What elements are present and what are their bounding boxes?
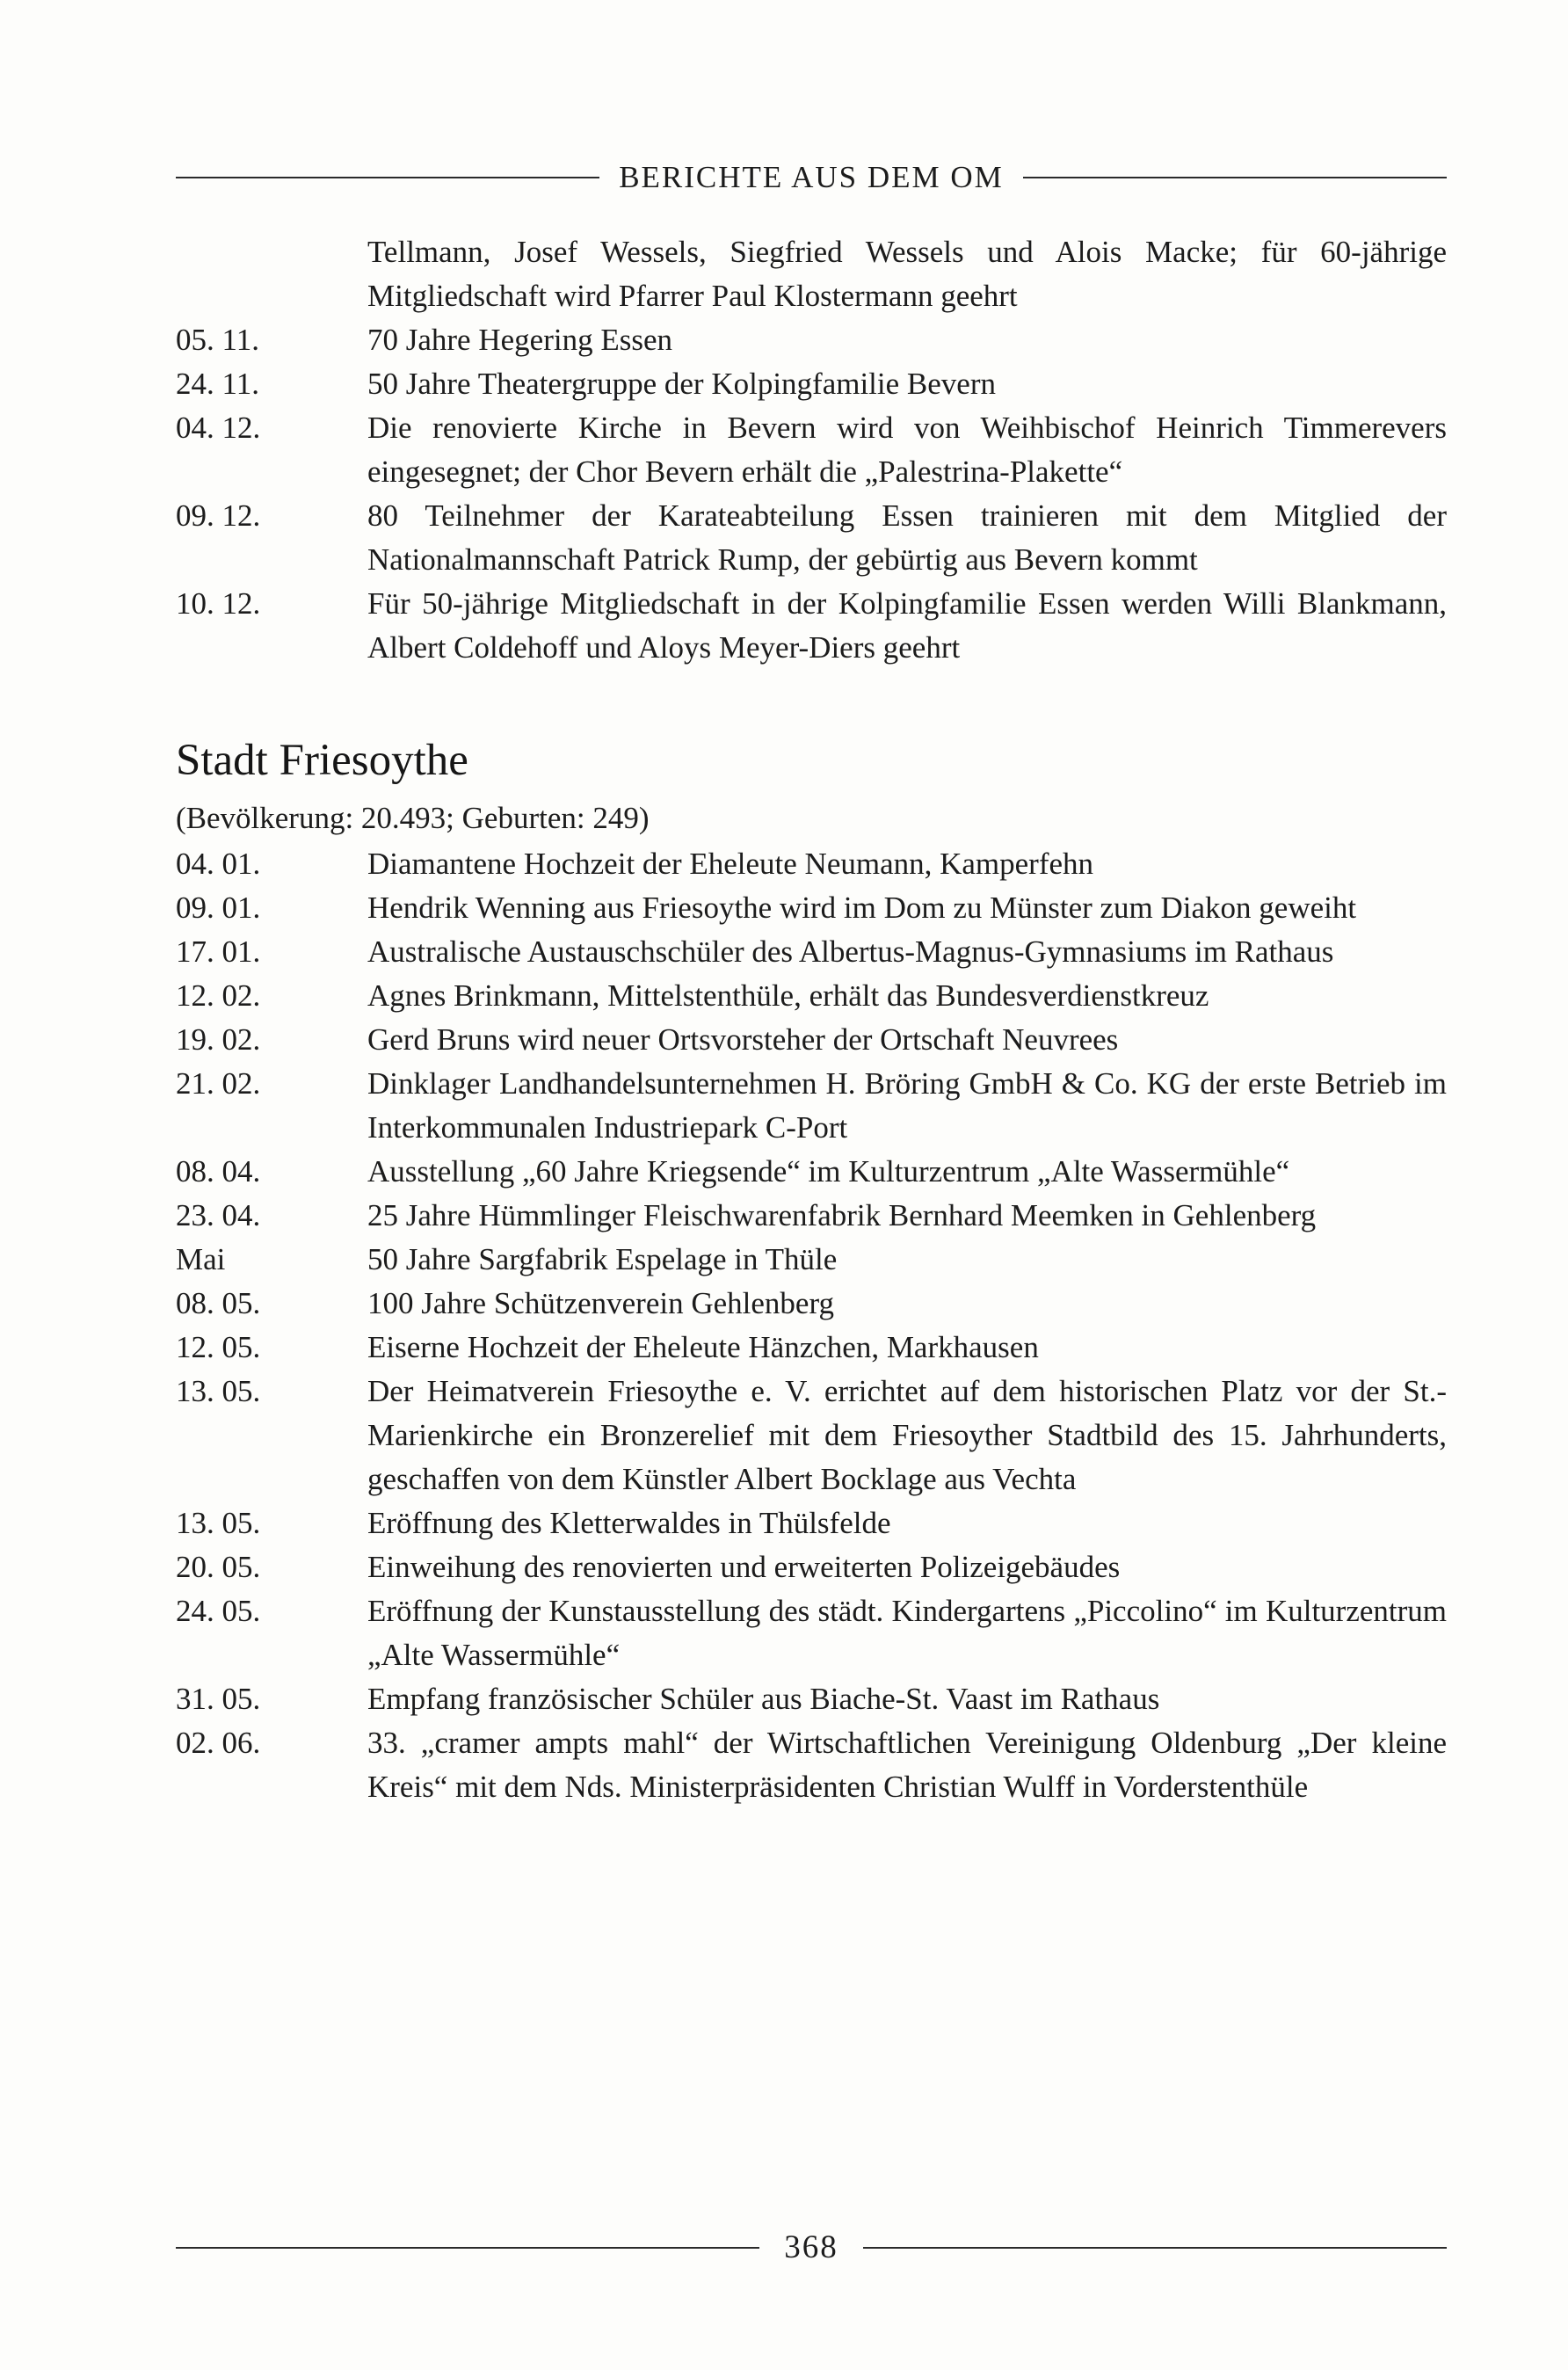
entry-text: 50 Jahre Theatergruppe der Kolpingfamilie Bevern: [367, 367, 996, 401]
footer-rule-left: [176, 2247, 759, 2249]
chronicle-entry: [176, 1282, 1447, 1326]
entry-date: 10. 12.: [176, 586, 261, 621]
entry-text: 33. „cramer ampts mahl“ der Wirtschaftlichen Vereinigung Oldenburg „Der kleine Kreis“ mit dem Nds. Ministerpräsidenten Christian Wulff in Vorderstenthüle: [367, 1726, 1447, 1804]
entry-text: Ausstellung „60 Jahre Kriegsende“ im Kulturzentrum „Alte Wassermühle“: [367, 1154, 1290, 1189]
entry-text: 50 Jahre Sargfabrik Espelage in Thüle: [367, 1242, 838, 1276]
entry-text: Australische Austauschschüler des Albertus-Magnus-Gymnasiums im Rathaus: [367, 934, 1334, 969]
header-rule-right: [1023, 177, 1447, 178]
entry-date: 19. 02.: [176, 1022, 261, 1057]
entry-text: Eiserne Hochzeit der Eheleute Hänzchen, Markhausen: [367, 1330, 1039, 1364]
chronicle-entry: [176, 886, 1447, 930]
chronicle-entry: [176, 582, 1447, 670]
header-title: BERICHTE AUS DEM OM: [619, 160, 1004, 194]
chronicle-entry: [176, 1501, 1447, 1545]
entry-text: Gerd Bruns wird neuer Ortsvorsteher der Ortschaft Neuvrees: [367, 1022, 1119, 1057]
header-rule-left: [176, 177, 599, 178]
entry-text: Empfang französischer Schüler aus Biache-St. Vaast im Rathaus: [367, 1682, 1160, 1716]
entry-text: Eröffnung des Kletterwaldes in Thülsfelde: [367, 1506, 891, 1540]
chronicle-entry: [176, 1018, 1447, 1062]
entry-date: 17. 01.: [176, 934, 261, 969]
entry-text: 25 Jahre Hümmlinger Fleischwarenfabrik Bernhard Meemken in Gehlenberg: [367, 1198, 1317, 1232]
entry-text: Diamantene Hochzeit der Eheleute Neumann, Kamperfehn: [367, 847, 1094, 881]
entry-date: 13. 05.: [176, 1374, 261, 1408]
entry-text: Einweihung des renovierten und erweiterten Polizeigebäudes: [367, 1550, 1121, 1584]
section-entries: [176, 842, 1447, 1809]
entry-text: 80 Teilnehmer der Karateabteilung Essen trainieren mit dem Mitglied der Nationalmannschaft Patrick Rump, der gebürtig aus Bevern kommt: [367, 498, 1447, 577]
entry-date: 12. 02.: [176, 978, 261, 1013]
entry-text: Die renovierte Kirche in Bevern wird von Weihbischof Heinrich Timmerevers eingesegnet; der Chor Bevern erhält die „Palestrina-Plakette“: [367, 411, 1447, 489]
chronicle-entry: [176, 1238, 1447, 1282]
entry-text: 100 Jahre Schützenverein Gehlenberg: [367, 1286, 834, 1320]
entry-date: 31. 05.: [176, 1682, 261, 1716]
entry-text: 70 Jahre Hegering Essen: [367, 323, 672, 357]
entry-date: 12. 05.: [176, 1330, 261, 1364]
entry-date: 21. 02.: [176, 1066, 261, 1101]
chronicle-entry: [176, 230, 1447, 318]
entry-date: 09. 12.: [176, 498, 261, 533]
entry-date: 08. 05.: [176, 1286, 261, 1320]
chronicle-section: [176, 230, 1447, 670]
footer-rule-right: [863, 2247, 1447, 2249]
entry-date: 04. 12.: [176, 411, 261, 445]
chronicle-entry: [176, 1721, 1447, 1809]
section-entries: [176, 230, 1447, 670]
entry-date: 08. 04.: [176, 1154, 261, 1189]
chronicle-entry: [176, 1150, 1447, 1194]
section-title: Stadt Friesoythe: [176, 736, 468, 785]
entry-date: 13. 05.: [176, 1506, 261, 1540]
section-subtitle: (Bevölkerung: 20.493; Geburten: 249): [176, 801, 650, 835]
entry-date: 04. 01.: [176, 847, 261, 881]
chronicle-entry: [176, 494, 1447, 582]
chronicle-entry: [176, 974, 1447, 1018]
entry-text: Der Heimatverein Friesoythe e. V. errichtet auf dem historischen Platz vor der St.-Marienkirche ein Bronzerelief mit dem Friesoyther Stadtbild des 15. Jahrhunderts, geschaffen von dem Künstler Albert Bocklage aus Vechta: [367, 1374, 1447, 1496]
chronicle-entry: [176, 1545, 1447, 1589]
chronicle-entry: [176, 1062, 1447, 1150]
chronicle-entry: [176, 362, 1447, 406]
chronicle-entry: [176, 1326, 1447, 1370]
page-header: [176, 160, 1447, 195]
entry-date: 05. 11.: [176, 323, 259, 357]
entry-text: Eröffnung der Kunstausstellung des städt. Kindergartens „Piccolino“ im Kulturzentrum „Alte Wassermühle“: [367, 1594, 1447, 1672]
entry-date: Mai: [176, 1242, 226, 1276]
chronicle-entry: [176, 1194, 1447, 1238]
entry-date: 09. 01.: [176, 891, 261, 925]
entry-text: Für 50-jährige Mitgliedschaft in der Kolpingfamilie Essen werden Willi Blankmann, Albert Coldehoff und Aloys Meyer-Diers geehrt: [367, 586, 1447, 665]
entry-date: 23. 04.: [176, 1198, 261, 1232]
entry-text: Tellmann, Josef Wessels, Siegfried Wessels und Alois Macke; für 60-jährige Mitgliedschaft wird Pfarrer Paul Klostermann geehrt: [367, 235, 1447, 313]
page-footer: [176, 2228, 1447, 2266]
entry-text: Hendrik Wenning aus Friesoythe wird im Dom zu Münster zum Diakon geweiht: [367, 891, 1357, 925]
chronicle-content: [176, 230, 1447, 2228]
chronicle-entry: [176, 842, 1447, 886]
page-number: 368: [784, 2229, 838, 2265]
entry-text: Agnes Brinkmann, Mittelstenthüle, erhält das Bundesverdienstkreuz: [367, 978, 1209, 1013]
chronicle-entry: [176, 318, 1447, 362]
chronicle-entry: [176, 1589, 1447, 1677]
entry-date: 24. 11.: [176, 367, 259, 401]
chronicle-entry: [176, 1370, 1447, 1501]
chronicle-section: [176, 733, 1447, 1809]
chronicle-entry: [176, 406, 1447, 494]
chronicle-entry: [176, 930, 1447, 974]
entry-date: 20. 05.: [176, 1550, 261, 1584]
entry-text: Dinklager Landhandelsunternehmen H. Bröring GmbH & Co. KG der erste Betrieb im Interkommunalen Industriepark C-Port: [367, 1066, 1447, 1145]
chronicle-entry: [176, 1677, 1447, 1721]
entry-date: 24. 05.: [176, 1594, 261, 1628]
entry-date: 02. 06.: [176, 1726, 261, 1760]
